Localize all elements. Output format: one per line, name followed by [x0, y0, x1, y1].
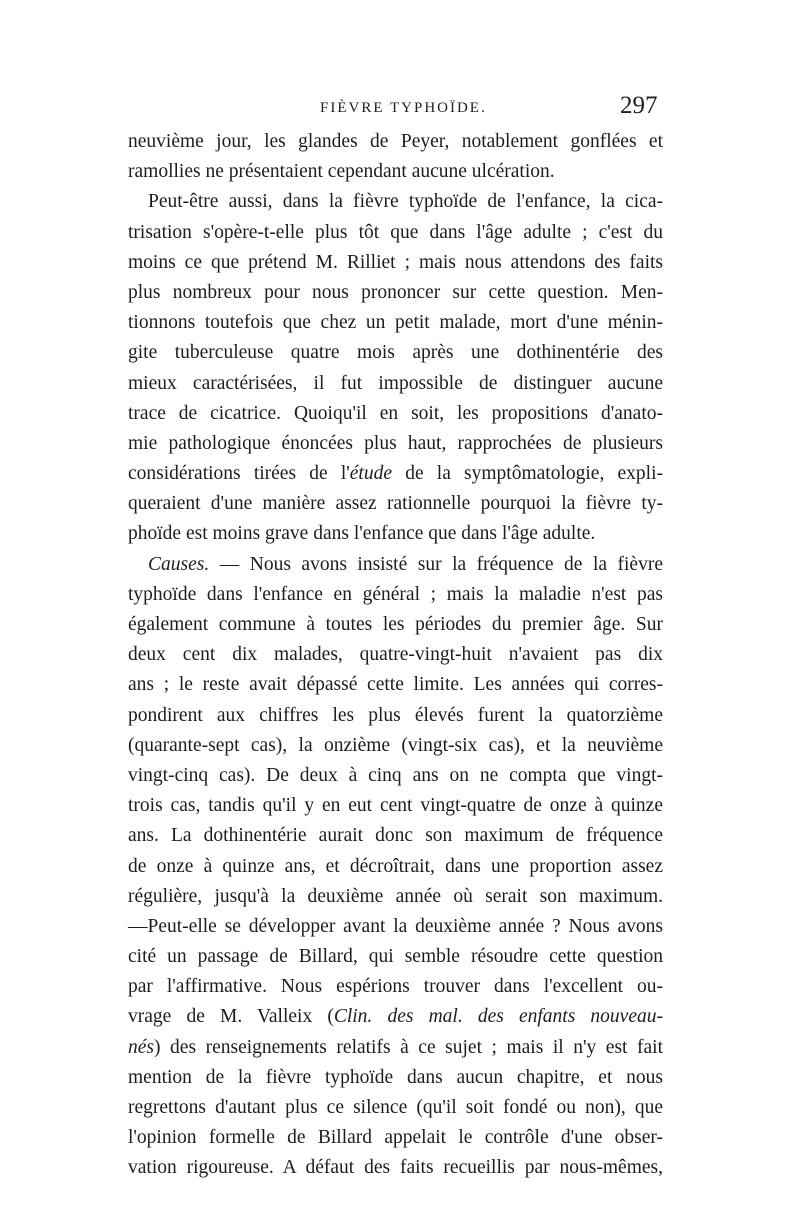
text-line: trois cas, tandis qu'il y en eut cent vingt-quatre de onze à quinze	[128, 795, 663, 817]
text-line: ramollies ne présentaient cependant aucune ulcération.	[128, 161, 555, 183]
italic-citation: Clin. des mal. des enfants nouveau-	[333, 1006, 663, 1028]
running-title: FIÈVRE TYPHOÏDE.	[320, 100, 487, 116]
text-line: phoïde est moins grave dans l'enfance que dans l'âge adulte.	[128, 523, 596, 545]
text-line: vingt-cinq cas). De deux à cinq ans on ne compta que vingt-	[128, 764, 663, 786]
text-line: —Peut-elle se développer avant la deuxième année ? Nous avons	[128, 915, 663, 937]
page-number: 297	[620, 92, 658, 119]
text-line: queraient d'une manière assez rationnelle pourquoi la fièvre ty-	[128, 493, 663, 515]
text-line: (quarante-sept cas), la onzième (vingt-six cas), et la neuvième	[128, 734, 663, 756]
text-line: ans. La dothinentérie aurait donc son maximum de fréquence	[128, 825, 663, 847]
text-line: également commune à toutes les périodes du premier âge. Sur	[128, 614, 663, 635]
text-line: gite tuberculeuse quatre mois après une dothinentérie des	[128, 342, 663, 364]
text-line: trisation s'opère-t-elle plus tôt que dans l'âge adulte ; c'est du	[128, 221, 663, 243]
text-line: ans ; le reste avait dépassé cette limite. Les années qui corres-	[128, 674, 663, 696]
text-line: moins ce que prétend M. Rilliet ; mais nous attendons des faits	[128, 251, 663, 273]
text-line: par l'affirmative. Nous espérions trouver dans l'excellent ou-	[128, 976, 663, 998]
line-text-before: vrage de M. Valleix (	[128, 1006, 334, 1028]
running-head	[0, 90, 800, 130]
italic-word: étude	[349, 463, 392, 485]
text-line: mie pathologique énoncées plus haut, rapprochées de plusieurs	[128, 432, 663, 454]
text-line: typhoïde dans l'enfance en général ; mais la maladie n'est pas	[128, 583, 663, 605]
text-line: mention de la fièvre typhoïde dans aucun chapitre, et nous	[128, 1066, 663, 1088]
text-line: neuvième jour, les glandes de Peyer, notablement gonflées et	[128, 131, 663, 152]
text-line: regrettons d'autant plus ce silence (qu'il soit fondé ou non), que	[128, 1097, 663, 1118]
italic-citation: nés	[128, 1036, 154, 1058]
text-line: de onze à quinze ans, et décroîtrait, dans une proportion assez	[128, 855, 663, 877]
text-line: mieux caractérisées, il fut impossible de distinguer aucune	[128, 372, 663, 394]
line-text-after: — Nous avons insisté sur la fréquence de la fièvre	[209, 553, 663, 575]
text-line: plus nombreux pour nous prononcer sur cette question. Men-	[128, 281, 663, 303]
text-line	[128, 1002, 663, 1032]
line-text-after: de la symptômatologie, expli-	[392, 463, 663, 485]
text-line: vation rigoureuse. A défaut des faits recueillis par nous-mêmes,	[128, 1157, 663, 1179]
text-line	[128, 1033, 663, 1063]
text-line	[128, 459, 663, 489]
line-text-after: ) des renseignements relatifs à ce sujet ; mais il n'y est fait	[154, 1036, 663, 1058]
text-line: l'opinion formelle de Billard appelait le contrôle d'une obser-	[128, 1127, 663, 1149]
text-line: trace de cicatrice. Quoiqu'il en soit, les propositions d'anato-	[128, 402, 663, 424]
section-heading-causes: Causes.	[148, 553, 210, 575]
text-line: régulière, jusqu'à la deuxième année où serait son maximum.	[128, 885, 663, 907]
line-text-before: considérations tirées de l'	[128, 463, 350, 485]
text-line: Peut-être aussi, dans la fièvre typhoïde de l'enfance, la cica-	[148, 191, 663, 213]
body-text	[128, 127, 663, 1184]
text-line	[128, 550, 663, 580]
text-line: pondirent aux chiffres les plus élevés furent la quatorzième	[128, 704, 663, 726]
text-line: deux cent dix malades, quatre-vingt-huit n'avaient pas dix	[128, 644, 663, 666]
text-line: tionnons toutefois que chez un petit malade, mort d'une ménin-	[128, 312, 663, 334]
text-line: cité un passage de Billard, qui semble résoudre cette question	[128, 946, 663, 968]
